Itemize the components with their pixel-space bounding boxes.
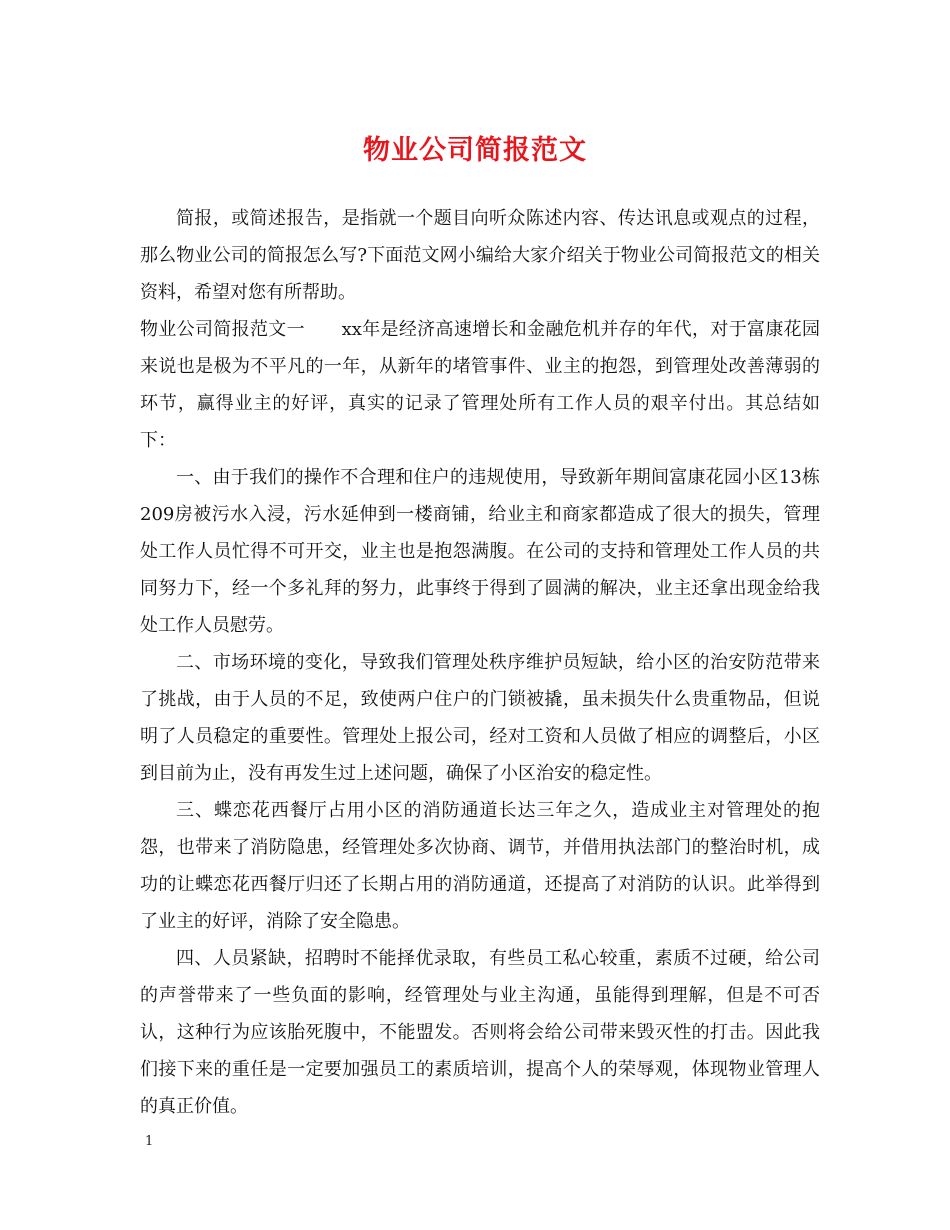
intro-paragraph: 简报，或简述报告，是指就一个题目向听众陈述内容、传达讯息或观点的过程，那么物业公司的简报怎么写?下面范文网小编给大家介绍关于物业公司简报范文的相关资料，希望对您有所帮助。 — [140, 208, 820, 303]
point-one-paragraph: 一、由于我们的操作不合理和住户的违规使用，导致新年期间富康花园小区13栋209房被污水入浸，污水延伸到一楼商铺，给业主和商家都造成了很大的损失，管理处工作人员忙得不可开交，业主也是抱怨满腹。在公司的支持和管理处工作人员的共同努力下，经一个多礼拜的努力，此事终于得到了圆满的解决，业主还拿出现金给我处工作人员慰劳。 — [140, 467, 820, 636]
document-body — [140, 200, 820, 1125]
point-four-paragraph: 四、人员紧缺，招聘时不能择优录取，有些员工私心较重，素质不过硬，给公司的声誉带来了一些负面的影响，经管理处与业主沟通，虽能得到理解，但是不可否认，这种行为应该胎死腹中，不能盟发。否则将会给公司带来毁灭性的打击。因此我们接下来的重任是一定要加强员工的素质培训，提高个人的荣辱观，体现物业管理人的真正价值。 — [140, 948, 820, 1117]
page-number: 1 — [145, 1134, 154, 1149]
sample-one-paragraph: 物业公司简报范文一 xx年是经济高速增长和金融危机并存的年代，对于富康花园来说也是极为不平凡的一年，从新年的堵管事件、业主的抱怨，到管理处改善薄弱的环节，赢得业主的好评，真实的记录了管理处所有工作人员的艰辛付出。其总结如下： — [140, 319, 820, 451]
point-three-paragraph: 三、蝶恋花西餐厅占用小区的消防通道长达三年之久，造成业主对管理处的抱怨，也带来了消防隐患，经管理处多次协商、调节，并借用执法部门的整治时机，成功的让蝶恋花西餐厅归还了长期占用的消防通道，还提高了对消防的认识。此举得到了业主的好评，消除了安全隐患。 — [140, 800, 820, 932]
document-title: 物业公司简报范文 — [363, 135, 587, 166]
point-two-paragraph: 二、市场环境的变化，导致我们管理处秩序维护员短缺，给小区的治安防范带来了挑战，由于人员的不足，致使两户住户的门锁被撬，虽未损失什么贵重物品，但说明了人员稳定的重要性。管理处上报公司，经对工资和人员做了相应的调整后，小区到目前为止，没有再发生过上述问题，确保了小区治安的稳定性。 — [140, 652, 820, 784]
